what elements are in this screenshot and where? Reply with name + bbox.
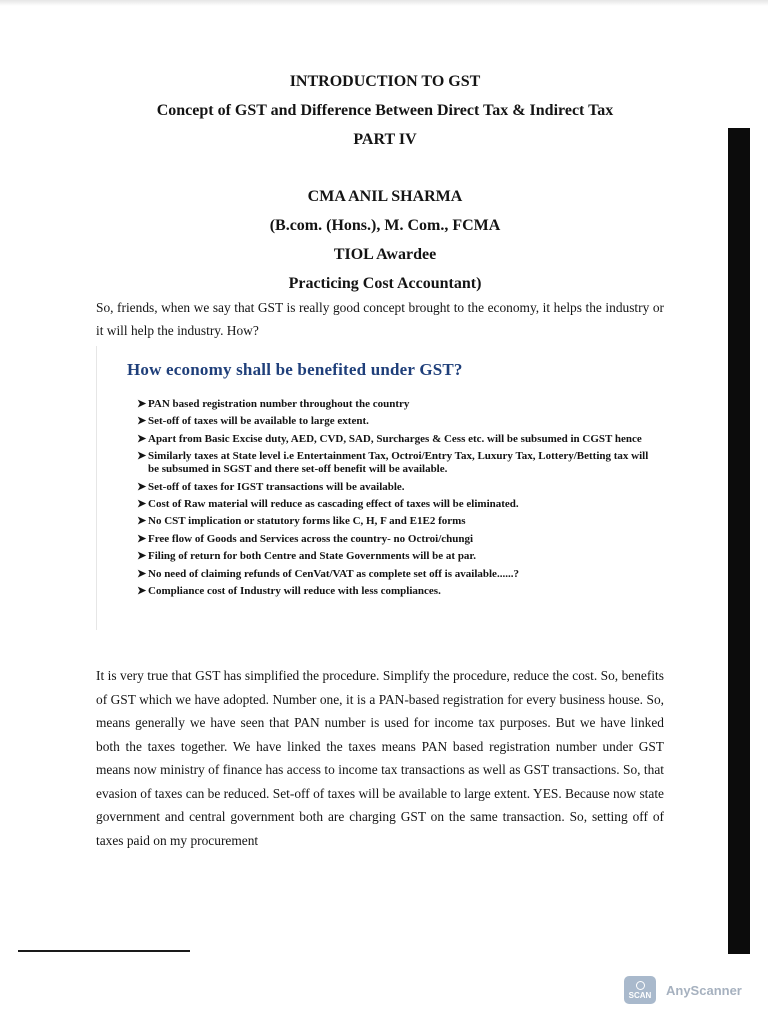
scanner-app-name: AnyScanner: [666, 982, 742, 998]
arrow-bullet-icon: ➤: [137, 550, 147, 563]
arrow-bullet-icon: ➤: [137, 497, 147, 510]
arrow-bullet-icon: ➤: [137, 415, 147, 428]
scan-top-shadow: [0, 0, 768, 6]
scan-page-edge: [728, 128, 750, 954]
arrow-bullet-icon: ➤: [137, 432, 147, 445]
arrow-bullet-icon: ➤: [137, 515, 147, 528]
arrow-bullet-icon: ➤: [137, 584, 147, 597]
scanner-logo-label: SCAN: [628, 990, 652, 1000]
author-qualifications: (B.com. (Hons.), M. Com., FCMA: [269, 217, 501, 234]
list-item: ➤ Set-off of taxes will be available to large extent.: [137, 415, 369, 428]
scan-bottom-line: [18, 950, 190, 952]
list-item: ➤ Filing of return for both Centre and State Governments will be at par.: [137, 550, 477, 563]
list-item: ➤ No need of claiming refunds of CenVat/VAT as complete set off is available......?: [137, 567, 519, 580]
arrow-bullet-icon: ➤: [137, 398, 147, 410]
benefits-panel: [96, 346, 672, 630]
list-item: ➤ Free flow of Goods and Services across the country- no Octroi/chungi: [137, 532, 474, 545]
scanner-logo-icon: [624, 976, 656, 1004]
intro-paragraph: So, friends, when we say that GST is really good concept brought to the economy, it helps the industry or it will help the industry. How?: [96, 300, 664, 338]
list-item: ➤ Set-off of taxes for IGST transactions will be available.: [137, 480, 405, 493]
benefits-heading: How economy shall be benefited under GST?: [127, 360, 463, 379]
list-item: ➤ Apart from Basic Excise duty, AED, CVD, SAD, Surcharges & Cess etc. will be subsumed in CGST hence: [137, 432, 642, 445]
anyscanner-watermark: [624, 975, 742, 1005]
author-award: TIOL Awardee: [333, 246, 437, 263]
body-paragraph: It is very true that GST has simplified the procedure. Simplify the procedure, reduce the cost. So, benefits of GST which we have adopted. Number one, it is a PAN-based registration for every business house. So, means generally we have seen that PAN number is used for income tax purposes. But we have linked both the taxes together. We have linked the taxes means PAN based registration number under GST means now ministry of finance has access to income tax transactions as well as GST transactions. So, that evasion of taxes can be reduced. Set-off of taxes will be available to large extent. YES. Because now state government and central government both are charging GST on the same transaction. So, setting off of taxes paid on my procurement: [96, 668, 664, 848]
document-part: PART IV: [353, 131, 417, 148]
document-title: INTRODUCTION TO GST: [289, 73, 481, 90]
list-item: ➤ No CST implication or statutory forms like C, H, F and E1E2 forms: [137, 515, 466, 528]
document-subtitle: Concept of GST and Difference Between Direct Tax & Indirect Tax: [156, 102, 614, 119]
author-profession: Practicing Cost Accountant): [288, 275, 482, 292]
arrow-bullet-icon: ➤: [137, 532, 147, 545]
benefits-list: [137, 398, 657, 602]
list-item: ➤ Compliance cost of Industry will reduce with less compliances.: [137, 584, 441, 597]
list-item: ➤ Cost of Raw material will reduce as cascading effect of taxes will be eliminated.: [137, 497, 519, 510]
arrow-bullet-icon: ➤: [137, 480, 147, 493]
author-name: CMA ANIL SHARMA: [307, 188, 463, 205]
document-header: [80, 70, 690, 294]
arrow-bullet-icon: ➤: [137, 450, 147, 463]
list-item: ➤ Similarly taxes at State level i.e Entertainment Tax, Octroi/Entry Tax, Luxury Tax, Lottery/Betting tax will be subsumed in SGST and there set-off benefit will be available.: [137, 450, 649, 476]
list-item: ➤ PAN based registration number throughout the country: [137, 398, 410, 410]
arrow-bullet-icon: ➤: [137, 567, 147, 580]
